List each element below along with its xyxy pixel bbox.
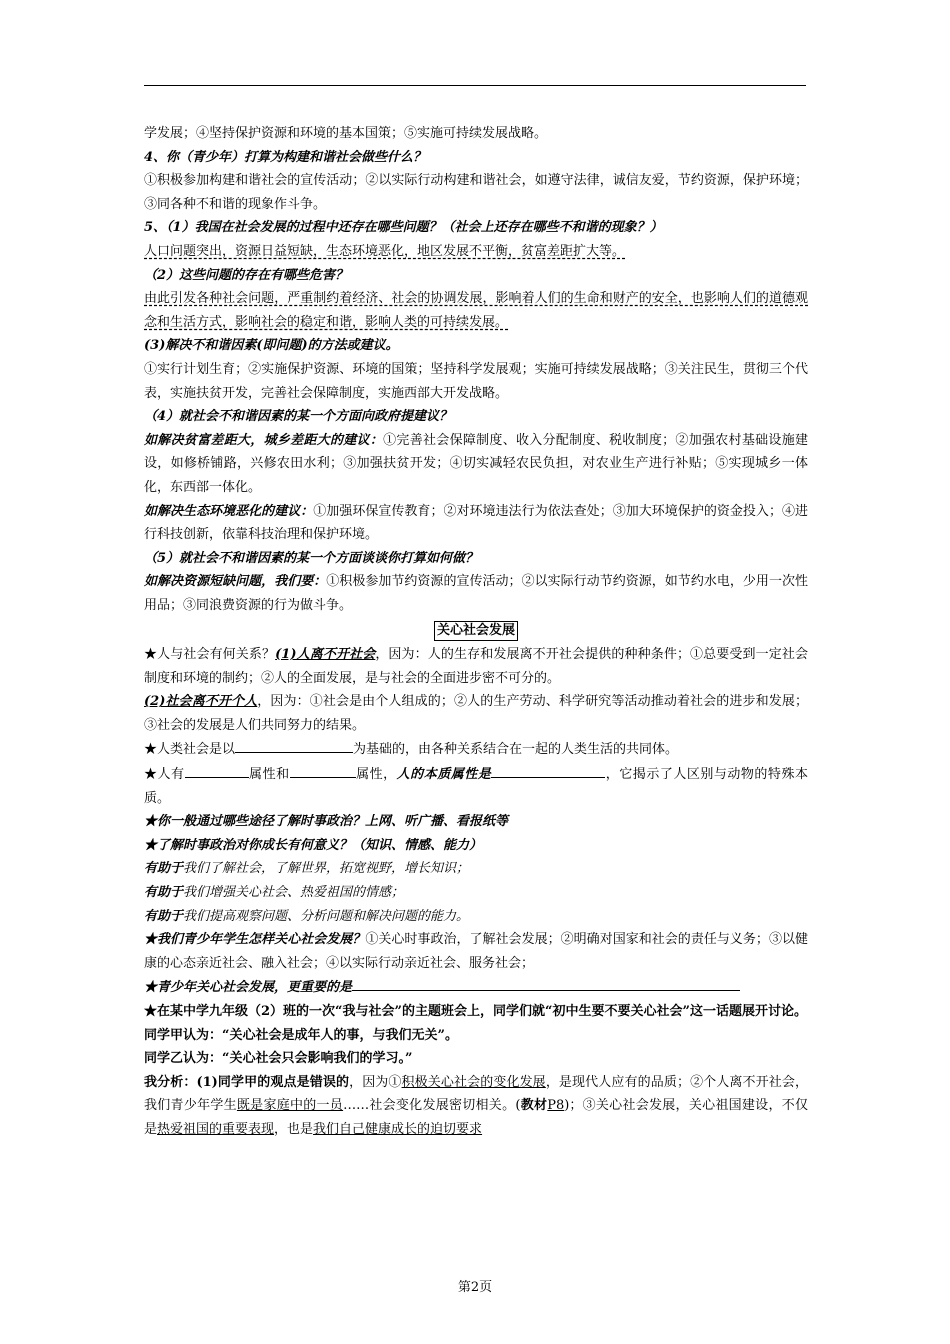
student-b-view: 同学乙认为：“关心社会只会影响我们的学习。” — [144, 1051, 413, 1067]
question-5-2: （2）这些问题的存在有哪些危害？ — [144, 267, 349, 283]
section-title: 关心社会发展 — [434, 621, 518, 641]
header-rule — [144, 85, 806, 86]
item-more-important — [144, 975, 808, 1000]
page-number: 第2页 — [457, 1280, 493, 1295]
item-text: 我们自己健康成长的迫切要求 — [313, 1121, 483, 1137]
item-news-meaning: ★了解时事政治对你成长有何意义？（知识、情感、能力） — [144, 837, 483, 853]
meaning-1 — [144, 857, 808, 881]
item-relation-2 — [144, 690, 808, 737]
item-lead: 有助于 — [144, 908, 184, 924]
document-body — [144, 122, 808, 1142]
item-text: 教材 — [520, 1098, 548, 1114]
answer-5-1: 人口问题突出，资源日益短缺，生态环境恶化，地区发展不平衡，贫富差距扩大等。 — [144, 243, 626, 259]
item-text: ①关心时事政治，了解社会发展；②明确对国家和社会的责任与义务；③以健康的心态亲近社会、融入社会；④以实际行动亲近社会、服务社会； — [144, 932, 808, 971]
item-text: 属性， — [355, 767, 397, 783]
item-text: ，因为：人的生存和发展离不开社会提供的种种条件；①总要受到一定社会制度和环境的制约；②人的全面发展，是与社会的全面进步密不可分的。 — [144, 647, 808, 686]
item-text: ，因为① — [349, 1074, 402, 1090]
item-text: 我们增强关心社会、热爱祖国的情感； — [183, 885, 405, 900]
item-text: 既是家庭中的一员 — [236, 1098, 344, 1114]
item-text: P8 — [547, 1098, 565, 1114]
fill-blank — [491, 762, 605, 778]
answer-4: ①积极参加构建和谐社会的宣传活动；②以实际行动构建和谐社会，如遵守法律，诚信友爱，节约资源，保护环境；③同各种不和谐的现象作斗争。 — [144, 173, 808, 212]
item-text: ★人类社会是以 — [144, 742, 236, 758]
fill-blank — [352, 975, 740, 991]
item-text: ，它揭示了人区别与动物的特殊本质。 — [144, 767, 808, 806]
answer-5-4b — [144, 500, 808, 547]
key-phrase: (1)人离不开社会 — [275, 647, 376, 663]
item-text: 我们了解社会，了解世界，拓宽视野，增长知识； — [183, 861, 470, 877]
paragraph: 学发展；④坚持保护资源和环境的基本国策；⑤实施可持续发展战略。 — [144, 126, 548, 141]
item-class-meeting: ★在某中学九年级（2）班的一次“我与社会”的主题班会上，同学们就“初中生要不要关心社会”这一话题展开讨论。 — [144, 1003, 807, 1019]
item-text: 人的本质属性是 — [396, 767, 492, 783]
fill-blank — [185, 762, 249, 778]
item-relation — [144, 643, 808, 690]
key-phrase: (2)社会离不开个人 — [144, 694, 258, 710]
item-text: 我们提高观察问题、分析问题和解决问题的能力。 — [183, 908, 470, 924]
item-text: 热爱祖国的重要表现 — [157, 1121, 275, 1137]
item-news-channels: ★你一般通过哪些途径了解时事政治？上网、听广播、看报纸等 — [144, 814, 509, 830]
question-5-3: (3)解决不和谐因素(即问题)的方法或建议。 — [144, 338, 399, 354]
item-lead: 有助于 — [144, 885, 184, 900]
question-5-1: 5、（1）我国在社会发展的过程中还存在哪些问题？（社会上还存在哪些不和谐的现象？） — [144, 220, 663, 236]
answer-5-3: ①实行计划生育；②实施保护资源、环境的国策；坚持科学发展观；实施可持续发展战略；③关注民生，贯彻三个代表，实施扶贫开发，完善社会保障制度，实施西部大开发战略。 — [144, 361, 808, 401]
meaning-2 — [144, 881, 808, 905]
answer-5-5 — [144, 570, 808, 617]
answer-5-4a — [144, 429, 808, 500]
question-5-4: （4）就社会不和谐因素的某一个方面向政府提建议？ — [144, 409, 453, 425]
question-5-5: （5）就社会不和谐因素的某一个方面谈谈你打算如何做？ — [144, 550, 479, 566]
item-text: ，因为：①社会是由个人组成的；②人的生产劳动、科学研究等活动推动着社会的进步和发展；③社会的发展是人们共同努力的结果。 — [144, 694, 808, 733]
item-text: (1)同学甲的观点是错误的 — [196, 1074, 350, 1090]
answer-5-2: 由此引发各种社会问题，严重制约着经济、社会的协调发展，影响着人们的生命和财产的安全，也影响人们的道德观念和生活方式，影响社会的稳定和谐，影响人类的可持续发展。 — [144, 291, 808, 330]
item-text: ，是现代人应有的品质；②个人离不开社会，我们青少年学生 — [144, 1074, 808, 1114]
answer-lead: 如解决生态环境恶化的建议： — [144, 503, 314, 519]
answer-lead: 如解决贫富差距大，城乡差距大的建议： — [144, 432, 384, 448]
item-text: 积极关心社会的变化发展 — [401, 1074, 546, 1090]
item-text: ，也是 — [274, 1121, 314, 1137]
item-text: 属性和 — [248, 767, 290, 783]
item-lead: 有助于 — [144, 861, 184, 877]
item-text: ★青少年关心社会发展，更重要的是 — [144, 980, 353, 996]
answer-text: ①完善社会保障制度、收入分配制度、税收制度；②加强农村基础设施建设，如修桥铺路，兴修农田水利；③加强扶贫开发；④切实减轻农民负担，对农业生产进行补贴；⑤实现城乡一体化，东西部一体化。 — [144, 432, 808, 495]
student-a-view: 同学甲认为：“关心社会是成年人的事，与我们无关”。 — [144, 1027, 458, 1043]
item-how-care — [144, 928, 808, 975]
item-lead: 我分析： — [144, 1074, 197, 1090]
answer-lead: 如解决资源短缺问题，我们要： — [144, 574, 327, 590]
item-attributes — [144, 762, 808, 810]
fill-blank — [235, 737, 353, 753]
item-lead: ★我们青少年学生怎样关心社会发展？ — [144, 932, 366, 948]
answer-text: ①加强环保宣传教育；②对环境违法行为依法查处；③加大环境保护的资金投入；④进行科技创新，依靠科技治理和保护环境。 — [144, 503, 808, 543]
item-text: ★人有 — [144, 767, 185, 783]
question-4: 4、你（青少年）打算为构建和谐社会做些什么？ — [144, 149, 427, 165]
my-analysis — [144, 1071, 808, 1142]
meaning-3 — [144, 905, 808, 929]
item-lead: ★人与社会有何关系？ — [144, 647, 276, 663]
fill-blank — [290, 762, 356, 778]
answer-text: ①积极参加节约资源的宣传活动；②以实际行动节约资源，如节约水电，少用一次性用品；③同浪费资源的行为做斗争。 — [144, 574, 808, 613]
item-text: 为基础的，由各种关系结合在一起的人类生活的共同体。 — [353, 742, 679, 758]
item-society-basis — [144, 737, 808, 762]
item-text: )；③关心社会发展，关心祖国建设，不仅是 — [144, 1098, 808, 1137]
item-text: ……社会变化发展密切相关。( — [343, 1098, 521, 1114]
